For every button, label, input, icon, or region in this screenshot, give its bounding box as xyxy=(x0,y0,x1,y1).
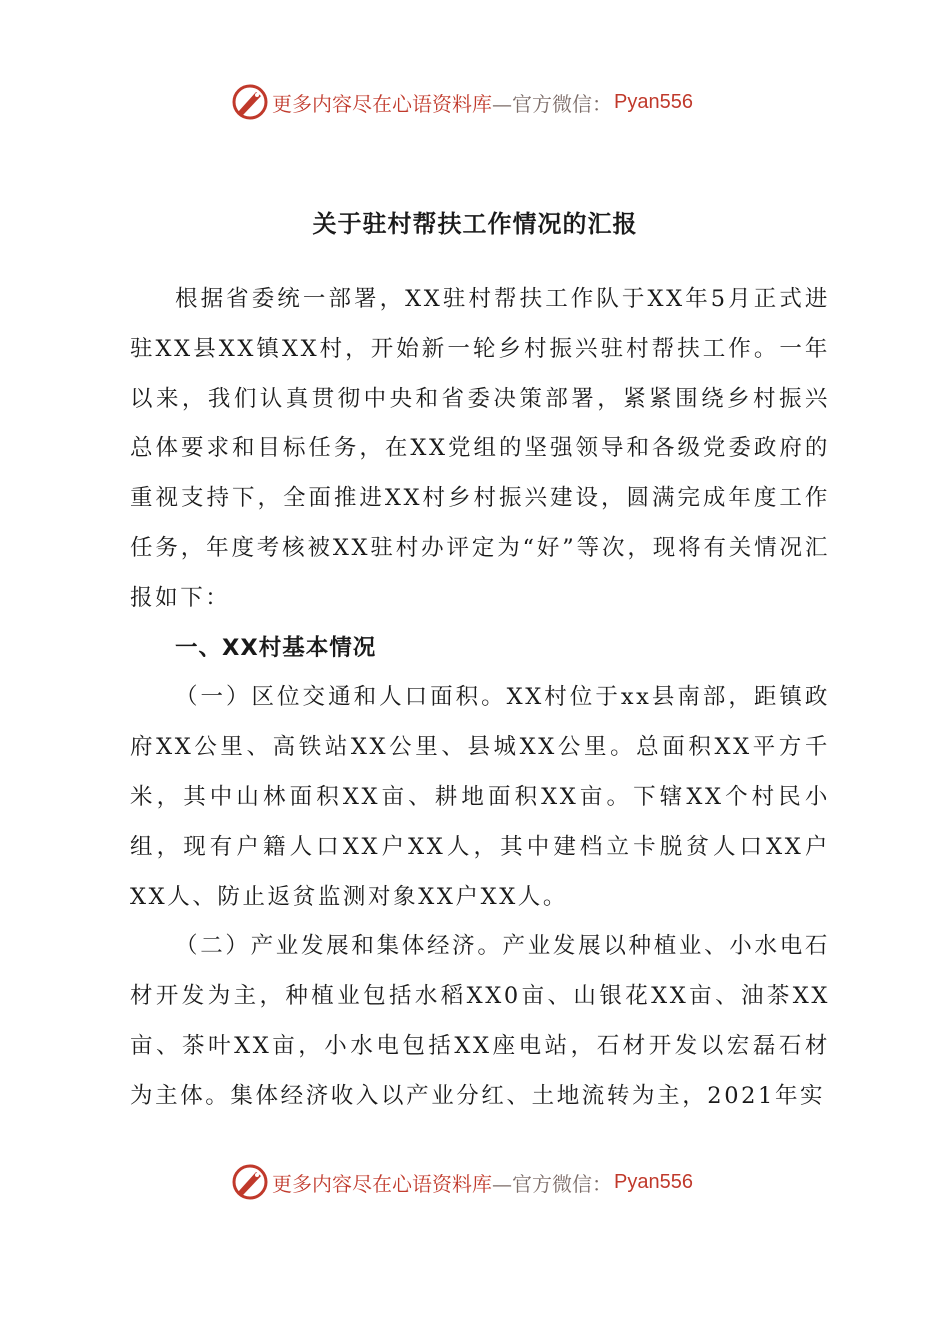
pen-logo-icon xyxy=(230,82,270,122)
intro-paragraph: 根据省委统一部署，XX驻村帮扶工作队于XX年5月正式进驻XX县XX镇XX村，开始新一轮乡村振兴驻村帮扶工作。一年以来，我们认真贯彻中央和省委决策部署，紧紧围绕乡村振兴总体要求和目标任务，在XX党组的坚强领导和各级党委政府的重视支持下，全面推进XX村乡村振兴建设，圆满完成年度工作任务，年度考核被XX驻村办评定为“好”等次，现将有关情况汇报如下： xyxy=(130,286,830,611)
watermark-wechat-id: Pyan556 xyxy=(614,1170,693,1193)
watermark-wechat-id: Pyan556 xyxy=(614,90,693,113)
section-paragraph-location: （一）区位交通和人口面积。XX村位于xx县南部，距镇政府XX公里、高铁站XX公里、县城XX公里。总面积XX平方千米，其中山林面积XX亩、耕地面积XX亩。下辖XX个村民小组，现有户籍人口XX户XX人，其中建档立卡脱贫人口XX户XX人、防止返贫监测对象XX户XX人。 xyxy=(130,684,830,910)
pen-logo-icon xyxy=(230,1162,270,1202)
watermark-text: 更多内容尽在心语资料库 xyxy=(272,91,492,116)
watermark-banner-top xyxy=(230,80,693,124)
watermark-banner-bottom xyxy=(230,1160,693,1204)
watermark-text: 更多内容尽在心语资料库 xyxy=(272,1171,492,1196)
watermark-separator: —官方微信： xyxy=(492,91,612,116)
document-body xyxy=(130,275,830,1122)
document-title: 关于驻村帮扶工作情况的汇报 xyxy=(312,210,638,238)
section-heading: 一、XX村基本情况 xyxy=(175,634,377,661)
watermark-separator: —官方微信： xyxy=(492,1171,612,1196)
section-paragraph-industry: （二）产业发展和集体经济。产业发展以种植业、小水电石材开发为主，种植业包括水稻XX0亩、山银花XX亩、油茶XX亩、茶叶XX亩，小水电包括XX座电站，石材开发以宏磊石材为主体。集体经济收入以产业分红、土地流转为主，2021年实 xyxy=(130,933,830,1109)
